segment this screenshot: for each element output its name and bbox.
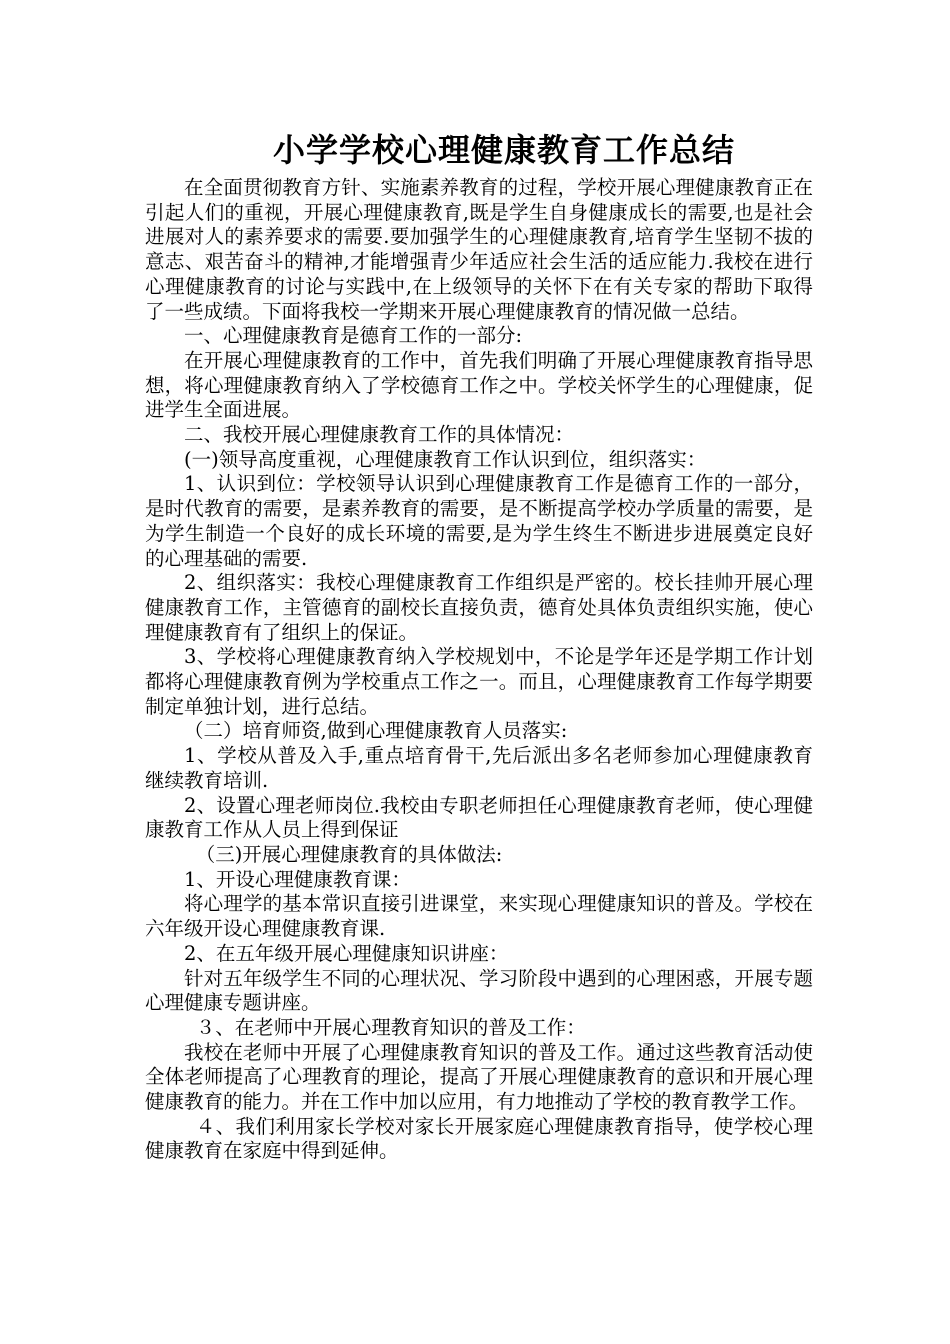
item-heading: 1、开设心理健康教育课：	[184, 867, 411, 891]
paragraph: 我校在老师中开展了心理健康教育知识的普及工作。通过这些教育活动使全体老师提高了心理教育的理论，提高了开展心理健康教育的意识和开展心理健康教育的能力。并在工作中加以应用，有力地推动了学校的教育教学工作。	[145, 1040, 813, 1114]
paragraph: 3、学校将心理健康教育纳入学校规划中，不论是学年还是学期工作计划都将心理健康教育例为学校重点工作之一。而且，心理健康教育工作每学期要制定单独计划，进行总结。	[145, 645, 813, 718]
subsection-heading-1: (一)领导高度重视，心理健康教育工作认识到位，组织落实：	[184, 447, 707, 471]
paragraph: 1、认识到位：学校领导认识到心理健康教育工作是德育工作的一部分，是时代教育的需要，是素养教育的需要，是不断提高学校办学质量的需要，是为学生制造一个良好的成长环境的需要,是为学生终生不断进步进展奠定良好的心理基础的需要.	[145, 472, 813, 570]
item-heading: 2、在五年级开展心理健康知识讲座：	[184, 941, 509, 965]
paragraph: ４、我们利用家长学校对家长开展家庭心理健康教育指导，使学校心理健康教育在家庭中得到延伸。	[145, 1114, 813, 1163]
document-title: 小学学校心理健康教育工作总结	[272, 131, 735, 169]
paragraph: 在开展心理健康教育的工作中，首先我们明确了开展心理健康教育指导思想，将心理健康教育纳入了学校德育工作之中。学校关怀学生的心理健康，促进学生全面进展。	[145, 348, 813, 422]
paragraph: 2、组织落实：我校心理健康教育工作组织是严密的。校长挂帅开展心理健康教育工作，主管德育的副校长直接负责，德育处具体负责组织实施，使心理健康教育有了组织上的保证。	[145, 571, 813, 644]
document-body	[145, 176, 813, 1164]
paragraph: 1、学校从普及入手,重点培育骨干,先后派出多名老师参加心理健康教育继续教育培训.	[145, 744, 813, 792]
paragraph-intro: 在全面贯彻教育方针、实施素养教育的过程，学校开展心理健康教育正在引起人们的重视，开展心理健康教育,既是学生自身健康成长的需要,也是社会进展对人的素养要求的需要.要加强学生的心理健康教育,培育学生坚韧不拔的意志、艰苦奋斗的精神,才能增强青少年适应社会生活的适应能力.我校在进行心理健康教育的讨论与实践中,在上级领导的关怀下在有关专家的帮助下取得了一些成绩。下面将我校一学期来开展心理健康教育的情况做一总结。	[145, 176, 813, 323]
paragraph: 将心理学的基本常识直接引进课堂，来实现心理健康知识的普及。学校在六年级开设心理健康教育课.	[145, 892, 813, 941]
paragraph: 针对五年级学生不同的心理状况、学习阶段中遇到的心理困惑，开展专题心理健康专题讲座。	[145, 966, 813, 1015]
paragraph: 2、设置心理老师岗位.我校由专职老师担任心理健康教育老师，使心理健康教育工作从人员上得到保证	[145, 793, 813, 842]
subsection-heading-3: （三)开展心理健康教育的具体做法:	[195, 842, 503, 866]
section-heading-1: 一、心理健康教育是德育工作的一部分:	[184, 324, 523, 348]
subsection-heading-2: （二）培育师资,做到心理健康教育人员落实:	[184, 719, 568, 743]
section-heading-2: 二、我校开展心理健康教育工作的具体情况：	[184, 423, 575, 447]
item-heading: ３、在老师中开展心理教育知识的普及工作：	[195, 1015, 586, 1039]
document-page	[145, 128, 813, 1164]
